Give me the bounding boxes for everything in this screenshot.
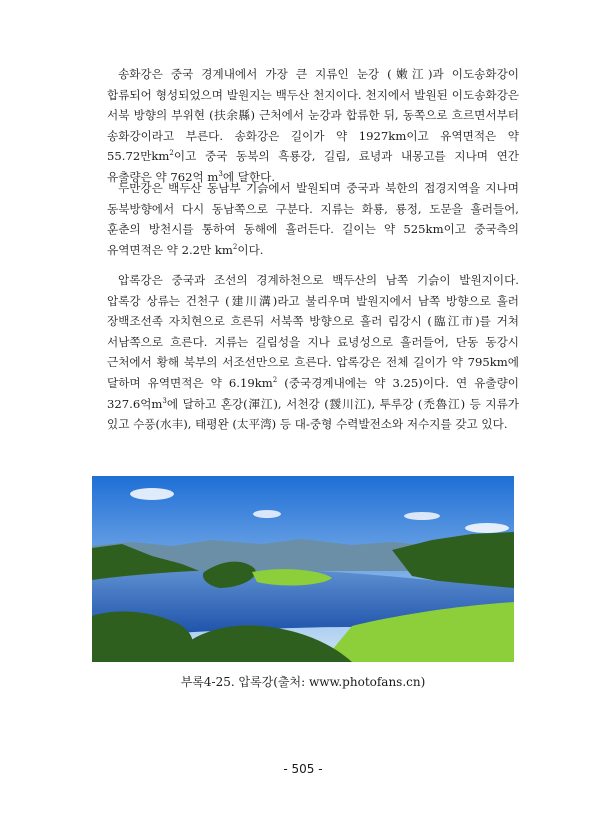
- superscript: 2: [169, 149, 174, 158]
- text-segment: 압록강은 중국과 조선의 경계하천으로 백두산의 남쪽 기슭이 발원지이다. 압록강 상류는 건천구 (建川溝)라고 불리우며 발원지에서 남쪽 방향으로 흘러 장백조선족 자치현으로 흐른뒤 서북쪽 방향으로 흘러 림강시 (臨江市)를 거쳐 서남쪽으로 흐른다. 지류는 길림성을 지나 료녕성으로 흘러들어, 단동 동강시 근처에서 황해 북부의 서조선만으로 흐른다. 압록강은 전체 길이가 약 795km에 달하며 유역면적은 약 6.19km: [107, 273, 519, 390]
- cloud: [253, 510, 281, 518]
- text-segment: 에 달한다.: [222, 169, 276, 184]
- text-segment: 에 달하고 혼강(渾江), 서천강 (靉川江), 투루강 (禿魯江) 등 지류가 있고 수풍(水丰), 태평완 (太平湾) 등 대-중형 수력발전소와 저수지를 갖고 있다.: [107, 396, 519, 432]
- text-segment: 이다.: [237, 242, 264, 257]
- figure-caption: 부록4-25. 압록강(출처: www.photofans.cn): [180, 675, 426, 689]
- cloud: [130, 488, 174, 500]
- landscape-illustration: [92, 476, 514, 662]
- cloud: [465, 523, 509, 533]
- paragraph-yalu-river: [107, 270, 519, 435]
- yalu-river-photo: [92, 476, 514, 662]
- superscript: 3: [162, 396, 167, 405]
- text-segment: 두만강은 백두산 동남부 기슭에서 발원되며 중국과 북한의 접경지역을 지나며 동북방향에서 다시 동남쪽으로 구분다. 지류는 화룡, 룡정, 도문을 흘러들어, 훈춘의 방천시를 통하여 동해에 흘러든다. 길이는 약 525km이고 중국측의 유역면적은 약 2.2만 km: [107, 181, 519, 257]
- page-number: - 505 -: [283, 762, 323, 776]
- superscript: 2: [272, 376, 278, 385]
- paragraph-songhua-river: [107, 64, 519, 188]
- cloud: [404, 512, 440, 520]
- paragraph-tumen-river: [107, 178, 519, 260]
- text-segment: 이고 중국 동북의 흑룡강, 길림, 료녕과 내몽고를 지나며 연간 유출량은 약 762억 m: [107, 149, 519, 184]
- superscript: 2: [232, 242, 238, 251]
- text-segment: 송화강은 중국 경계내에서 가장 큰 지류인 눈강 (嫩江)과 이도송화강이 합류되어 형성되었으며 발원지는 백두산 천지이다. 천지에서 발원된 이도송화강은 서북 방향의 부위현 (扶余縣) 근처에서 눈강과 합류한 뒤, 동쪽으로 흐르면서부터 송화강이라고 부른다. 송화강은 길이가 약 1927km이고 유역면적은 약 55.72만km: [107, 67, 519, 164]
- superscript: 3: [218, 170, 223, 179]
- text-segment: (중국경계내에는 약 3.25)이다. 연 유출량이 327.6억m: [107, 375, 519, 411]
